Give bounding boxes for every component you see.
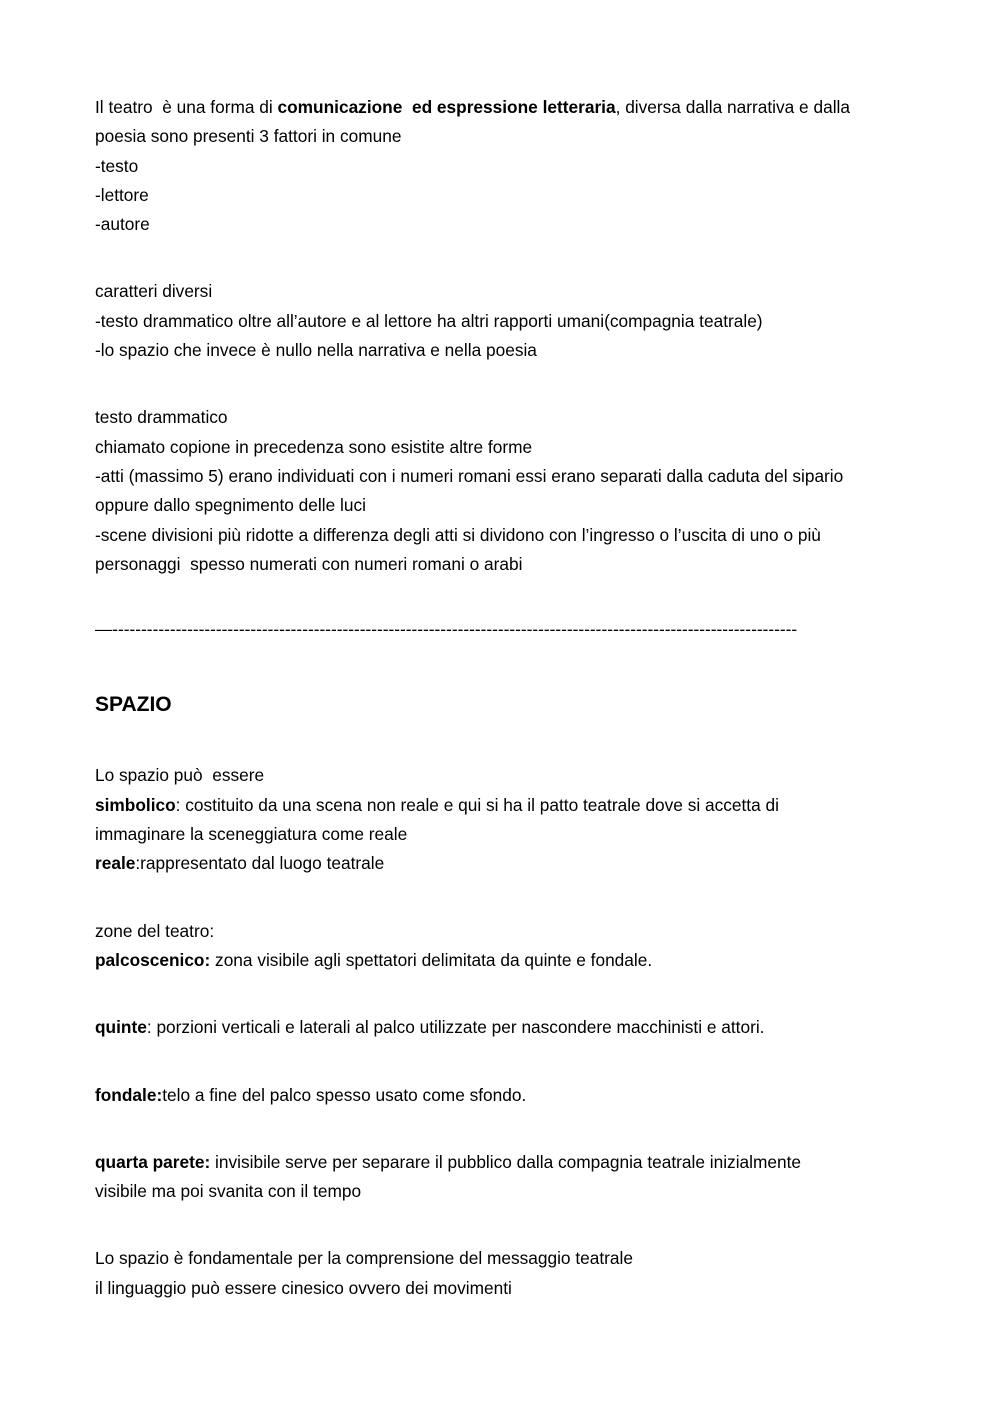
simbolico-text: : costituito da una scena non reale e qui si ha il patto teatrale dove si accetta di [175,794,779,815]
separator-line: —----------------------------------------------------------------------------------------------------------------------- [95,619,798,640]
testo-line: chiamato copione in precedenza sono esistite altre forme [95,436,533,457]
conclusione-line-1: Lo spazio è fondamentale per la comprensione del messaggio teatrale [95,1248,633,1269]
intro-line-1 [95,93,925,122]
spacer [95,879,925,917]
fondale-text: telo a fine del palco spesso usato come sfondo. [162,1084,527,1105]
intro-text: Il teatro è una forma di [95,97,278,117]
spacer [95,1110,925,1148]
term-simbolico: simbolico [95,794,176,815]
spazio-intro: Lo spazio può essere [95,765,265,786]
quinte-line [95,1013,925,1042]
term-palcoscenico: palcoscenico: [95,949,211,970]
term-reale: reale [95,853,136,874]
simbolico-line-2: immaginare la sceneggiatura come reale [95,824,408,845]
quinte-text: : porzioni verticali e laterali al palco utilizzate per nascondere macchinisti e attori. [146,1017,765,1038]
caratteri-title: caratteri diversi [95,281,213,302]
spacer [95,365,925,403]
spacer [95,975,925,1013]
document-page [95,93,925,1303]
intro-bold-text: comunicazione ed espressione letteraria [277,97,616,117]
spacer [95,239,925,277]
spacer [95,720,925,761]
quarta-line-2: visibile ma poi svanita con il tempo [95,1181,362,1202]
zone-title: zone del teatro: [95,920,215,941]
list-item: -autore [95,214,150,235]
spacer [95,1206,925,1244]
simbolico-line [95,791,925,820]
spacer [95,1043,925,1081]
reale-text: :rappresentato dal luogo teatrale [135,853,385,874]
reale-line [95,849,925,878]
term-fondale: fondale: [95,1084,163,1105]
testo-line: -scene divisioni più ridotte a differenza degli atti si dividono con l’ingresso o l’uscita di uno o più [95,524,821,545]
testo-line: -atti (massimo 5) erano individuati con i numeri romani essi erano separati dalla caduta del sipario [95,465,844,486]
list-item: -testo drammatico oltre all’autore e al lettore ha altri rapporti umani(compagnia teatrale) [95,310,763,331]
list-item: -lo spazio che invece è nullo nella narrativa e nella poesia [95,340,537,361]
testo-line: oppure dallo spegnimento delle luci [95,495,366,516]
section-heading: SPAZIO [95,693,172,717]
term-quarta-parete: quarta parete: [95,1151,211,1172]
list-item: -lettore [95,184,149,205]
fondale-line [95,1081,925,1110]
testo-line: personaggi spesso numerati con numeri romani o arabi [95,553,523,574]
conclusione-line-2: il linguaggio può essere cinesico ovvero dei movimenti [95,1277,512,1298]
intro-text-end: , diversa dalla narrativa e dalla [615,97,850,117]
intro-line-2: poesia sono presenti 3 fattori in comune [95,126,402,147]
palco-line [95,946,925,975]
quarta-line [95,1148,925,1177]
quarta-text: invisibile serve per separare il pubblico dalla compagnia teatrale inizialmente [210,1151,802,1172]
palco-text: zona visibile agli spettatori delimitata da quinte e fondale. [210,949,653,970]
list-item: -testo [95,155,139,176]
term-quinte: quinte [95,1017,147,1038]
testo-title: testo drammatico [95,407,228,428]
